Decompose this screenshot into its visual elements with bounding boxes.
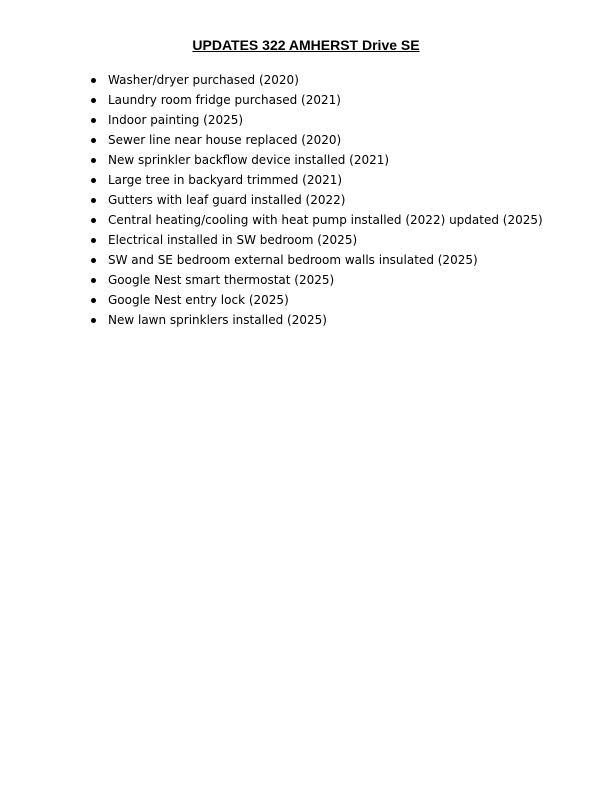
list-item-text: Google Nest entry lock (2025) [108,293,289,307]
bullet-icon [91,198,96,203]
list-item-text: Sewer line near house replaced (2020) [108,133,342,147]
list-item [88,211,588,231]
list-item [88,231,588,251]
list-item [88,311,588,331]
list-item-text: SW and SE bedroom external bedroom walls insulated (2025) [108,253,478,267]
page-title: UPDATES 322 AMHERST Drive SE [192,37,420,53]
list-item-text: New lawn sprinklers installed (2025) [108,313,327,327]
list-item-text: Central heating/cooling with heat pump installed (2022) updated (2025) [108,213,543,227]
list-item [88,171,588,191]
list-item [88,131,588,151]
list-item-text: Google Nest smart thermostat (2025) [108,273,335,287]
list-item [88,271,588,291]
list-item-text: Laundry room fridge purchased (2021) [108,93,341,107]
bullet-icon [91,98,96,103]
bullet-icon [91,118,96,123]
list-item [88,251,588,271]
list-item [88,71,588,91]
updates-list [88,71,588,331]
bullet-icon [91,278,96,283]
list-item-text: Electrical installed in SW bedroom (2025) [108,233,358,247]
bullet-icon [91,258,96,263]
list-item [88,291,588,311]
bullet-icon [91,318,96,323]
list-item [88,191,588,211]
list-item [88,91,588,111]
list-item [88,111,588,131]
bullet-icon [91,78,96,83]
list-item-text: Indoor painting (2025) [108,113,244,127]
list-item [88,151,588,171]
bullet-icon [91,178,96,183]
list-item-text: New sprinkler backflow device installed (2021) [108,153,390,167]
bullet-icon [91,218,96,223]
list-item-text: Gutters with leaf guard installed (2022) [108,193,346,207]
bullet-icon [91,158,96,163]
bullet-icon [91,238,96,243]
bullet-icon [91,138,96,143]
bullet-icon [91,298,96,303]
list-item-text: Washer/dryer purchased (2020) [108,73,299,87]
list-item-text: Large tree in backyard trimmed (2021) [108,173,343,187]
